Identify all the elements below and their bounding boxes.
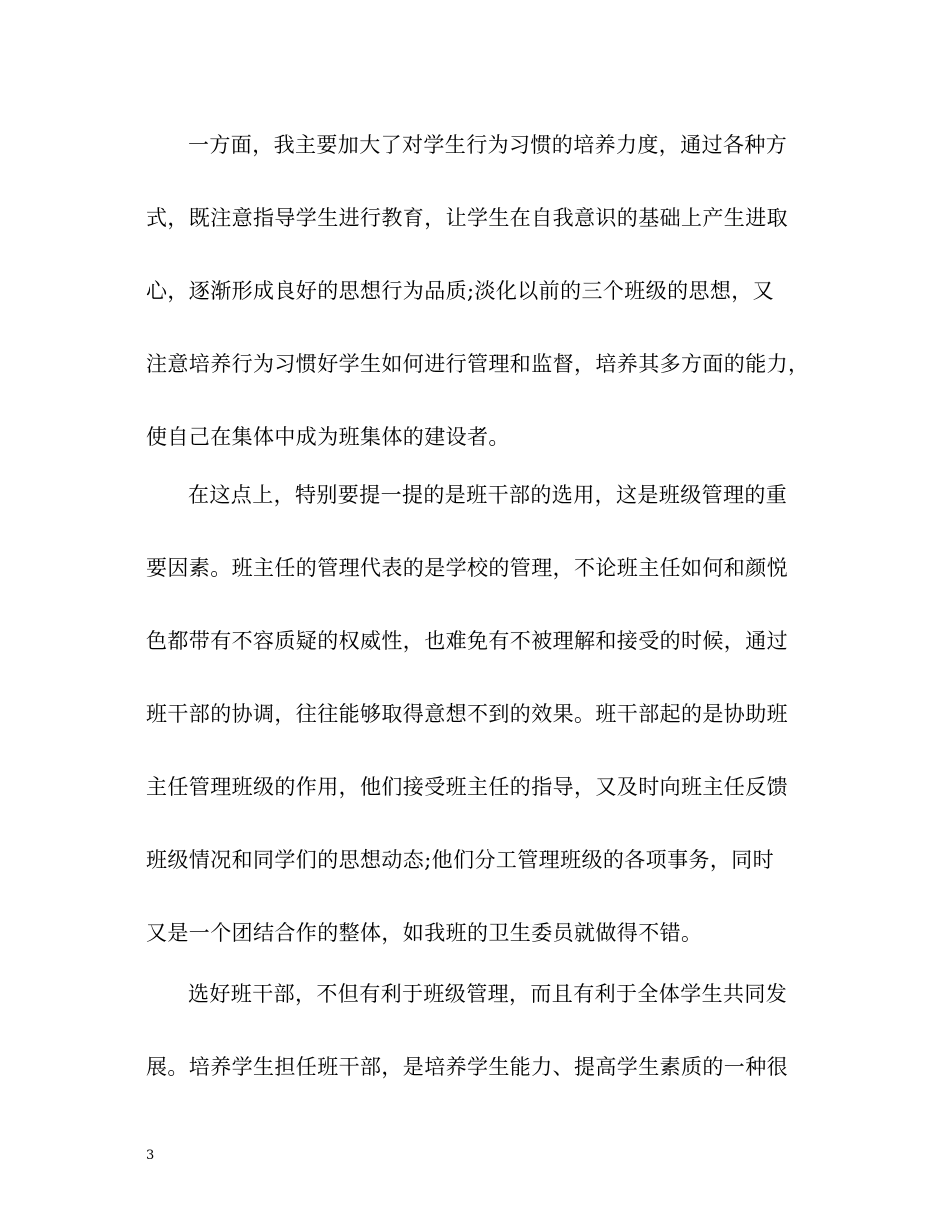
paragraph-3-line-1: 选好班干部，不但有利于班级管理，而且有利于全体学生共同发: [188, 982, 788, 1006]
paragraph-2-line-5: 主任管理班级的作用，他们接受班主任的指导，又及时向班主任反馈: [146, 775, 788, 799]
paragraph-2-line-1: 在这点上，特别要提一提的是班干部的选用，这是班级管理的重: [188, 483, 788, 507]
paragraph-2-line-4: 班干部的协调，往往能够取得意想不到的效果。班干部起的是协助班: [146, 702, 788, 726]
paragraph-2-line-3: 色都带有不容质疑的权威性，也难免有不被理解和接受的时候，通过: [146, 629, 788, 653]
paragraph-2-line-2: 要因素。班主任的管理代表的是学校的管理，不论班主任如何和颜悦: [146, 556, 788, 580]
paragraph-1-line-3: 心，逐渐形成良好的思想行为品质;淡化以前的三个班级的思想，又: [146, 279, 775, 303]
paragraph-3-line-2: 展。培养学生担任班干部，是培养学生能力、提高学生素质的一种很: [146, 1055, 788, 1079]
paragraph-2-line-6: 班级情况和同学们的思想动态;他们分工管理班级的各项事务，同时: [146, 848, 775, 872]
page-number: 3: [146, 1148, 155, 1163]
paragraph-1-line-2: 式，既注意指导学生进行教育，让学生在自我意识的基础上产生进取: [146, 206, 788, 230]
paragraph-2-line-7: 又是一个团结合作的整体，如我班的卫生委员就做得不错。: [146, 921, 703, 945]
paragraph-1-line-5: 使自己在集体中成为班集体的建设者。: [146, 425, 510, 449]
paragraph-1-line-1: 一方面，我主要加大了对学生行为习惯的培养力度，通过各种方: [188, 133, 788, 157]
paragraph-1-line-4: 注意培养行为习惯好学生如何进行管理和监督，培养其多方面的能力，: [146, 352, 810, 376]
